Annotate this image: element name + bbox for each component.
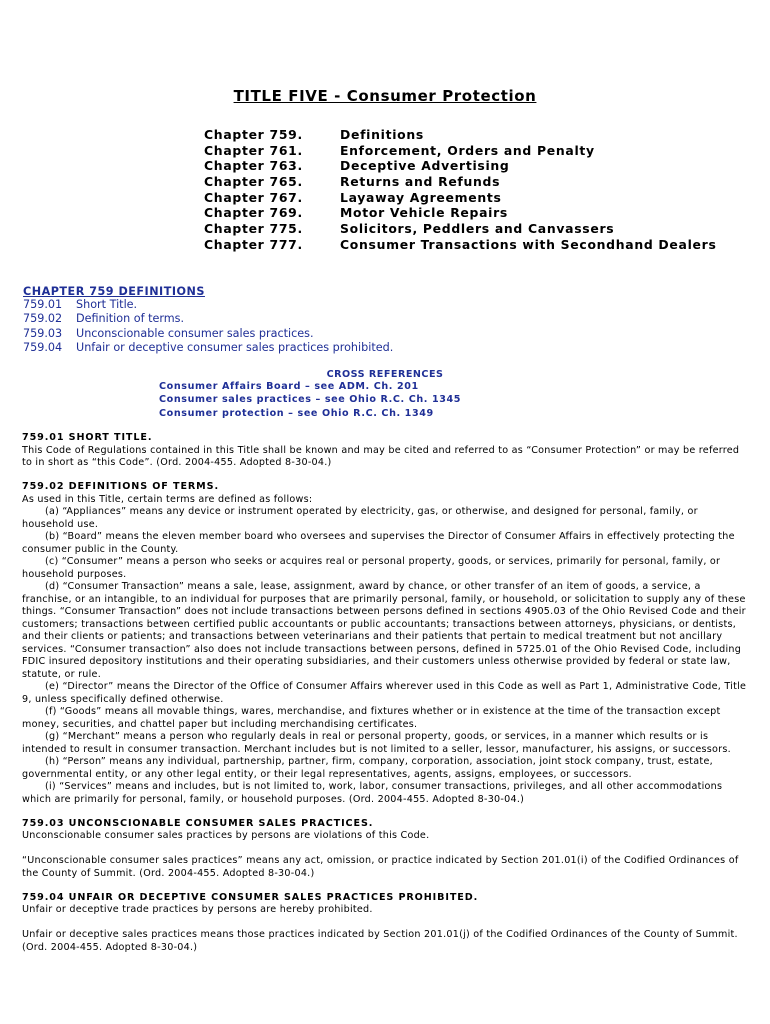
document-body	[22, 432, 748, 954]
definition-services: (i) “Services” means and includes, but is not limited to, work, labor, consumer transactions, privileges, and all other accommodations which are primarily for personal, family, or household purposes. (Ord. 2004-455. Adopted 8-30-04.)	[22, 781, 723, 805]
toc-chapter-number: Chapter 763.	[204, 158, 303, 174]
cross-reference-item[interactable]: Consumer Affairs Board – see ADM. Ch. 201	[159, 381, 419, 392]
toc-chapter-name: Consumer Transactions with Secondhand Dealers	[340, 236, 717, 252]
section-name: Unconscionable consumer sales practices.	[76, 326, 314, 340]
toc-row	[204, 190, 717, 206]
section-759-04-heading: 759.04 UNFAIR OR DECEPTIVE CONSUMER SALES PRACTICES PROHIBITED.	[22, 891, 479, 903]
toc-chapter-number: Chapter 775.	[204, 221, 303, 237]
definition-merchant: (g) “Merchant” means a person who regularly deals in real or personal property, goods, or services, in a manner which results or is intended to result in consumer transaction. Merchant includes but is not limited to a seller, lessor, manufacturer, his assigns, or successors.	[22, 731, 731, 755]
section-index-item[interactable]	[23, 298, 393, 312]
toc-chapter-name: Returns and Refunds	[340, 174, 501, 190]
definition-person: (h) “Person” means any individual, partnership, partner, firm, company, corporation, association, joint stock company, trust, estate, governmental entity, or any other legal entity, or their legal representatives, agents, assigns, employees, or successors.	[22, 756, 713, 780]
section-number: 759.01	[23, 298, 63, 311]
toc-row	[204, 221, 717, 237]
cross-reference-item[interactable]: Consumer protection – see Ohio R.C. Ch. 1349	[159, 407, 434, 419]
page-title: TITLE FIVE - Consumer Protection	[233, 87, 537, 105]
toc-chapter-number: Chapter 759.	[204, 127, 303, 142]
section-759-02-intro: As used in this Title, certain terms are defined as follows:	[22, 493, 313, 505]
definition-board: (b) “Board” means the eleven member board who oversees and supervises the Director of Consumer Affairs in effectively protecting the consumer public in the County.	[22, 531, 735, 555]
section-759-01-text: This Code of Regulations contained in this Title shall be known and may be cited and referred to as “Consumer Protection” or may be referred to in short as “this Code”. (Ord. 2004-455. Adopted 8-30-04.)	[22, 444, 740, 468]
section-number: 759.03	[23, 326, 63, 340]
definition-consumer-transaction: (d) “Consumer Transaction” means a sale, lease, assignment, award by chance, or other transfer of an item of goods, a service, a franchise, or an intangible, to an individual for purposes that are primarily personal, family, or household, or solicitation to supply any of these things. “Consumer Transaction” does not include transactions between persons defined in sections 4905.03 of the Ohio Revised Code and their customers; transactions between certified public accountants or public accountants; transactions between attorneys, physicians, or dentists, and their clients or patients; and transactions between veterinarians and their patients that pertain to medical treatment but not ancillary services. “Consumer transaction” also does not include transactions between persons, defined in 5725.01 of the Ohio Revised Code, including FDIC insured depository institutions and their operating subsidiaries, and their customers unless otherwise provided by federal or state law, statute, or rule.	[22, 581, 746, 680]
section-index-item[interactable]	[23, 341, 393, 355]
toc-chapter-number: Chapter 765.	[204, 174, 303, 190]
toc-row	[204, 127, 717, 143]
cross-reference-item[interactable]: Consumer sales practices – see Ohio R.C. Ch. 1345	[159, 394, 462, 406]
section-759-04-text: Unfair or deceptive trade practices by persons are hereby prohibited.	[22, 904, 373, 915]
section-759-02-heading: 759.02 DEFINITIONS OF TERMS.	[22, 481, 219, 492]
toc-row	[204, 205, 717, 221]
section-759-03-definition: “Unconscionable consumer sales practices” means any act, omission, or practice indicated by Section 201.01(i) of the Codified Ordinances of the County of Summit. (Ord. 2004-455. Adopted 8-30-04.)	[22, 855, 739, 879]
spacer	[22, 880, 748, 892]
section-759-03-text: Unconscionable consumer sales practices by persons are violations of this Code.	[22, 830, 430, 841]
section-index-item[interactable]	[23, 312, 393, 326]
toc-row	[204, 143, 717, 159]
definition-appliances: (a) “Appliances” means any device or instrument operated by electricity, gas, or otherwise, and designed for personal, family, or household use.	[22, 506, 698, 530]
toc-chapter-number: Chapter 767.	[204, 189, 303, 205]
spacer	[22, 917, 748, 930]
section-number: 759.02	[23, 312, 63, 326]
toc-chapter-name: Enforcement, Orders and Penalty	[340, 142, 595, 158]
section-759-03-heading: 759.03 UNCONSCIONABLE CONSUMER SALES PRACTICES.	[22, 817, 374, 829]
section-number: 759.04	[23, 340, 63, 354]
section-index	[23, 298, 393, 355]
spacer	[22, 806, 748, 818]
toc-row	[204, 237, 717, 253]
section-name: Definition of terms.	[76, 312, 185, 326]
toc-chapter-name: Motor Vehicle Repairs	[340, 205, 509, 221]
toc-chapter-name: Deceptive Advertising	[340, 158, 510, 174]
chapter-table-of-contents	[204, 127, 717, 253]
section-index-item[interactable]	[23, 327, 393, 341]
toc-row	[204, 174, 717, 190]
toc-row	[204, 158, 717, 174]
chapter-heading-link[interactable]: CHAPTER 759 DEFINITIONS	[23, 285, 205, 298]
section-759-04-definition: Unfair or deceptive sales practices means those practices indicated by Section 201.01(j) of the Codified Ordinances of the County of Summit. (Ord. 2004-455. Adopted 8-30-04.)	[22, 929, 738, 953]
toc-chapter-number: Chapter 761.	[204, 142, 303, 158]
definition-consumer: (c) “Consumer” means a person who seeks or acquires real or personal property, goods, or services, primarily for personal, family, or household purposes.	[22, 556, 721, 580]
cross-references-heading: CROSS REFERENCES	[326, 369, 444, 380]
toc-chapter-name: Layaway Agreements	[340, 189, 502, 205]
toc-chapter-number: Chapter 769.	[204, 205, 303, 221]
spacer	[22, 843, 748, 856]
definition-director: (e) “Director” means the Director of the Office of Consumer Affairs wherever used in this Code as well as Part 1, Administrative Code, Title 9, unless specifically defined otherwise.	[22, 681, 747, 705]
toc-chapter-name: Definitions	[340, 127, 424, 142]
definition-goods: (f) “Goods” means all movable things, wares, merchandise, and fixtures whether or in existence at the time of the transaction except money, securities, and chattel paper but including merchandising certificates.	[22, 706, 721, 730]
cross-references-list	[159, 381, 461, 421]
section-name: Short Title.	[76, 298, 138, 311]
spacer	[22, 470, 748, 482]
toc-chapter-number: Chapter 777.	[204, 236, 303, 252]
section-name: Unfair or deceptive consumer sales practices prohibited.	[76, 340, 394, 354]
toc-chapter-name: Solicitors, Peddlers and Canvassers	[340, 221, 615, 237]
section-759-01-heading: 759.01 SHORT TITLE.	[22, 432, 153, 443]
